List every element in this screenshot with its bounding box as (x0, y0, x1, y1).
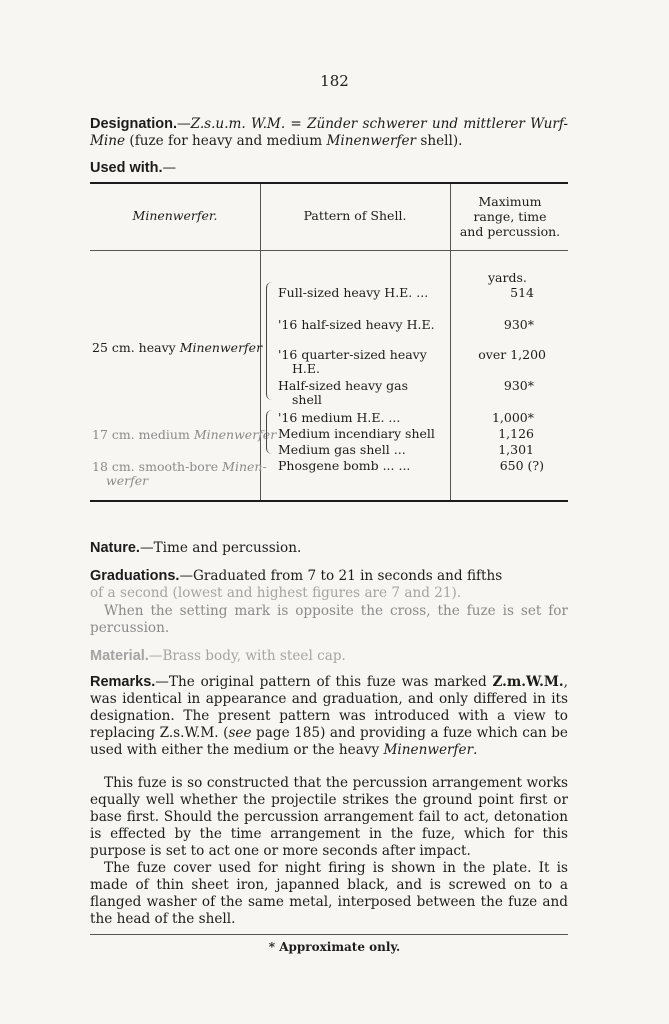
weapon-17cm-text: 17 cm. medium (92, 427, 194, 442)
weapon-17cm-italic: Minenwerfer (193, 427, 277, 442)
designation-paragraph (90, 116, 568, 150)
designation-abbr: Z.s.u.m. W.M. (190, 116, 286, 132)
range-value: 930* (503, 378, 534, 393)
range-value: 1,126 (498, 426, 534, 441)
used-with-dash: — (162, 160, 177, 176)
header-minenwerfer: Minenwerfer. (132, 208, 218, 223)
material-dash: — (148, 648, 163, 664)
designation-english: (fuze for heavy and medium (125, 133, 327, 149)
designation-eq: = (285, 116, 308, 132)
pattern-row: '16 half-sized heavy H.E. (278, 317, 435, 332)
pattern-row-line-2: H.E. (292, 361, 320, 376)
pattern-row-line-2: shell (292, 392, 322, 407)
graduations-heading: Graduations. (90, 568, 180, 584)
header-range-line-1: Maximum (478, 194, 542, 209)
designation-english-italic: Minenwerfer (326, 133, 417, 149)
pattern-row-line-1: '16 quarter-sized heavy (278, 347, 427, 362)
graduations-dash: — (179, 568, 194, 584)
pattern-row: Phosgene bomb ... ... (278, 458, 411, 473)
pattern-row: Full-sized heavy H.E. ... (278, 285, 429, 300)
weapon-18cm (92, 460, 267, 488)
material-text: Brass body, with steel cap. (162, 648, 346, 664)
nature-text: Time and percussion. (153, 540, 302, 556)
range-value: 650 (?) (499, 458, 544, 473)
remarks-paragraph-3: The fuze cover used for night firing is shown in the plate. It is made of thin sheet iron, japanned black, and is screwed on to a flanged washer of the same metal, interposed between the fuze and the head of the shell. (90, 860, 568, 927)
designation-english-end: shell). (416, 133, 463, 149)
remarks-see: see (228, 725, 252, 741)
remarks-heading: Remarks. (90, 674, 156, 690)
brace-25cm (266, 282, 273, 400)
table-header-rule (90, 250, 568, 251)
remarks-minenwerfer: Minenwerfer (383, 742, 474, 758)
header-range-line-2: range, time (473, 209, 547, 224)
used-with-heading (90, 160, 568, 177)
header-range-line-3: and percussion. (459, 224, 561, 239)
remarks-text-b: , was identical in appearance and graduation, and only differed in its designation. The present pattern was introduced with a view to replacing Z.s.W.M. ( (90, 674, 568, 741)
material-paragraph (90, 648, 568, 665)
nature-heading: Nature. (90, 540, 140, 556)
table-bottom-rule (90, 500, 568, 502)
weapon-18cm-italic-2: werfer (106, 473, 149, 488)
range-value: 1,000* (491, 410, 534, 425)
graduations-line-3: When the setting mark is opposite the cross, the fuze is set for percussion. (90, 603, 568, 636)
range-value: over 1,200 (478, 347, 546, 362)
designation-dash: — (177, 116, 191, 132)
pattern-row: '16 medium H.E. ... (278, 410, 401, 425)
range-value: 930* (503, 317, 534, 332)
material-heading: Material. (90, 648, 149, 664)
weapon-18cm-italic: Minen- (222, 459, 267, 474)
weapon-18cm-text: 18 cm. smooth-bore (92, 459, 223, 474)
remarks-text-c: page 185) and providing a fuze which can be used with either the medium or the heavy (90, 725, 568, 758)
weapon-17cm (92, 428, 276, 442)
pattern-row (278, 348, 427, 376)
weapon-25cm-text: 25 cm. heavy (92, 340, 180, 355)
brace-17cm (266, 410, 273, 454)
designation-german: Zünder schwerer und mittlerer Wurf-Mine (90, 116, 568, 149)
footnote-rule (90, 934, 568, 935)
remarks-paragraph-1 (90, 674, 568, 759)
pattern-row (278, 379, 408, 407)
range-value: 1,301 (498, 442, 534, 457)
designation-heading: Designation. (90, 116, 178, 132)
units-label: yards. (488, 270, 527, 285)
used-with-label: Used with. (90, 160, 163, 176)
weapon-25cm (92, 341, 262, 355)
nature-paragraph (90, 540, 568, 557)
range-value: 514 (510, 285, 534, 300)
table-column-divider-2 (450, 184, 451, 500)
nature-dash: — (139, 540, 154, 556)
remarks-paragraph-2: This fuze is so constructed that the percussion arrangement works equally well whether the projectile strikes the ground point first or base first. Should the percussion arrangement fail to act, detonation is effected by the time arrangement in the fuze, which for this purpose is set to act one or more seconds after impact. (90, 775, 568, 859)
header-range (452, 194, 568, 239)
header-pattern: Pattern of Shell. (303, 208, 407, 223)
graduations-text-1: Graduated from 7 to 21 in seconds and fifths (193, 568, 503, 584)
remarks-text-d: . (473, 742, 478, 758)
weapon-25cm-italic: Minenwerfer (179, 340, 263, 355)
remarks-bold-mark: Z.m.W.M. (492, 674, 564, 690)
remarks-dash: — (155, 674, 169, 690)
page-number: 182 (320, 72, 349, 90)
footnote: * Approximate only. (268, 940, 401, 954)
pattern-row: Medium incendiary shell (278, 426, 435, 441)
graduations-line-2: of a second (lowest and highest figures are 7 and 21). (90, 585, 462, 601)
table-top-rule (90, 182, 568, 184)
pattern-row: Medium gas shell ... (278, 442, 406, 457)
remarks-text-a: The original pattern of this fuze was marked (168, 674, 493, 690)
graduations-paragraph (90, 568, 568, 585)
pattern-row-line-1: Half-sized heavy gas (278, 378, 408, 393)
